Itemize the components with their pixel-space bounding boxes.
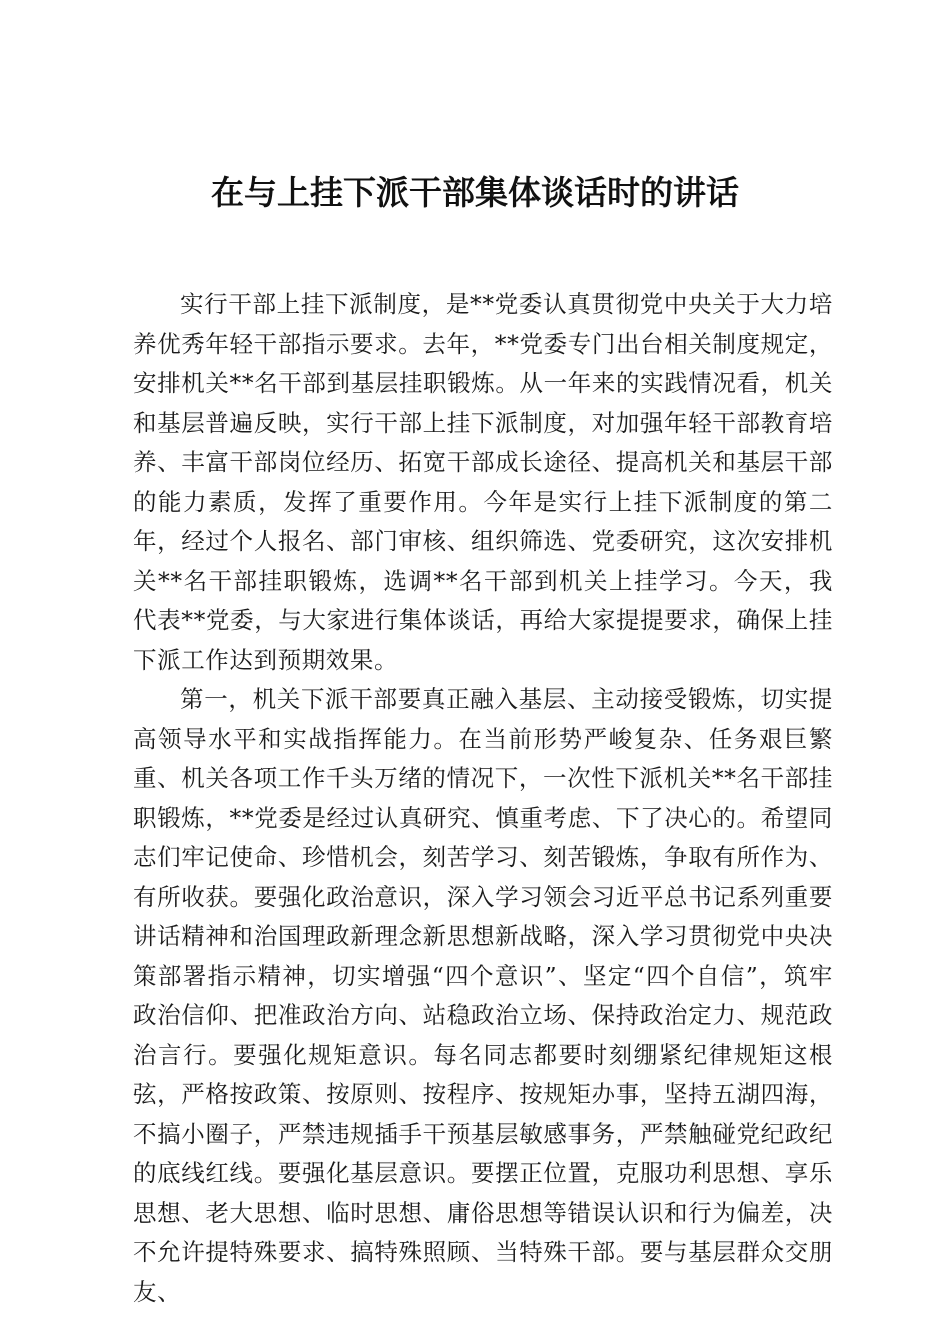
- paragraph-first-point: 第一，机关下派干部要真正融入基层、主动接受锻炼，切实提高领导水平和实战指挥能力。在当前形势严峻复杂、任务艰巨繁重、机关各项工作千头万绪的情况下，一次性下派机关**名干部挂职锻炼，**党委是经过认真研究、慎重考虑、下了决心的。希望同志们牢记使命、珍惜机会，刻苦学习、刻苦锻炼，争取有所作为、有所收获。要强化政治意识，深入学习领会习近平总书记系列重要讲话精神和治国理政新理念新思想新战略，深入学习贯彻党中央决策部署指示精神，切实增强“四个意识”、坚定“四个自信”，筑牢政治信仰、把准政治方向、站稳政治立场、保持政治定力、规范政治言行。要强化规矩意识。每名同志都要时刻绷紧纪律规矩这根弦，严格按政策、按原则、按程序、按规矩办事，坚持五湖四海，不搞小圈子，严禁违规插手干预基层敏感事务，严禁触碰党纪政纪的底线红线。要强化基层意识。要摆正位置，克服功利思想、享乐思想、老大思想、临时思想、庸俗思想等错误认识和行为偏差，决不允许提特殊要求、搞特殊照顾、当特殊干部。要与基层群众交朋友、: [133, 685, 833, 1306]
- paragraph-intro: 实行干部上挂下派制度，是**党委认真贯彻党中央关于大力培养优秀年轻干部指示要求。去年，**党委专门出台相关制度规定，安排机关**名干部到基层挂职锻炼。从一年来的实践情况看，机关和基层普遍反映，实行干部上挂下派制度，对加强年轻干部教育培养、丰富干部岗位经历、拓宽干部成长途径、提高机关和基层干部的能力素质，发挥了重要作用。今年是实行上挂下派制度的第二年，经过个人报名、部门审核、组织筛选、党委研究，这次安排机关**名干部挂职锻炼，选调**名干部到机关上挂学习。今天，我代表**党委，与大家进行集体谈话，再给大家提提要求，确保上挂下派工作达到预期效果。: [133, 290, 833, 674]
- document-title: 在与上挂下派干部集体谈话时的讲话: [211, 173, 739, 212]
- document-body: [133, 285, 833, 1312]
